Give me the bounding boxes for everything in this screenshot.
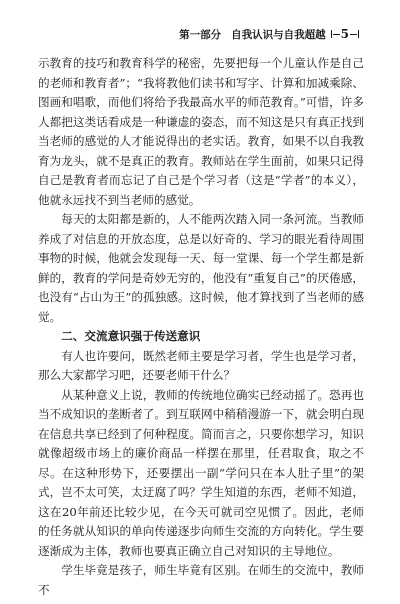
header-title: 自我认识与自我超越	[231, 28, 326, 41]
paragraph: 每天的太阳都是新的，人不能两次踏入同一条河流。当教师养成了对信息的开放态度，总是以好奇的、学习的眼光看待周围事物的时候，他就会发现每一天、每一堂课、每一个学生都是新鲜的，教育的学问是奇妙无穷的，他没有“重复自己”的厌倦感，也没有“占山为王”的孤独感。这时候，他才算找到了当老师的感觉。	[38, 212, 364, 324]
page-number: 5	[340, 27, 349, 41]
paragraph: 示教育的技巧和教育科学的秘密，先要把每一个儿童认作是自己的老师和教育者”；“我将教他们读书和写字、计算和加减乘除、图画和唱歌，而他们将给予我最高水平的师范教育。”可惜，许多人都把这类话看成是一种谦虚的姿态，而不知这是只有真正找到当老师的感觉的人才能说得出的老实话。教育，如果不以自我教育为龙头，就不是真正的教育。教师站在学生面前，如果只记得自己是教育者而忘记了自己是个学习者（这是“学者”的本义），他就永远找不到当老师的感觉。	[38, 56, 364, 207]
header-section: 第一部分	[179, 28, 222, 41]
page-number-ornament	[330, 27, 360, 41]
paragraph: 学生毕竟是孩子，师生毕竟有区别。在师生的交流中，教师不	[38, 563, 364, 597]
running-header	[40, 26, 360, 42]
body-text	[38, 54, 364, 600]
paragraph: 从某种意义上说，教师的传统地位确实已经动摇了。恐再也当不成知识的垄断者了。到互联网中稍稍漫游一下，就会明白现在信息共享已经到了何种程度。简而言之，只要你想学习，知识就像超级市场上的廉价商品一样摆在那里，任君取食，取之不尽。在这种形势下，还要摆出一副“学问只在本人肚子里”的架式，岂不太可笑，太迂腐了吗？学生知道的东西，老师不知道，这在20年前还比较少见，在今天可就司空见惯了。因此，老师的任务就从知识的单向传递逐步向师生交流的方向转化。学生要逐渐成为主体，教师也要真正确立自己对知识的主导地位。	[38, 387, 364, 558]
paragraph: 有人也许要问，既然老师主要是学习者，学生也是学习者，那么大家都学习吧，还要老师干什么？	[38, 348, 364, 382]
section-heading: 二、交流意识强于传送意识	[61, 329, 201, 343]
